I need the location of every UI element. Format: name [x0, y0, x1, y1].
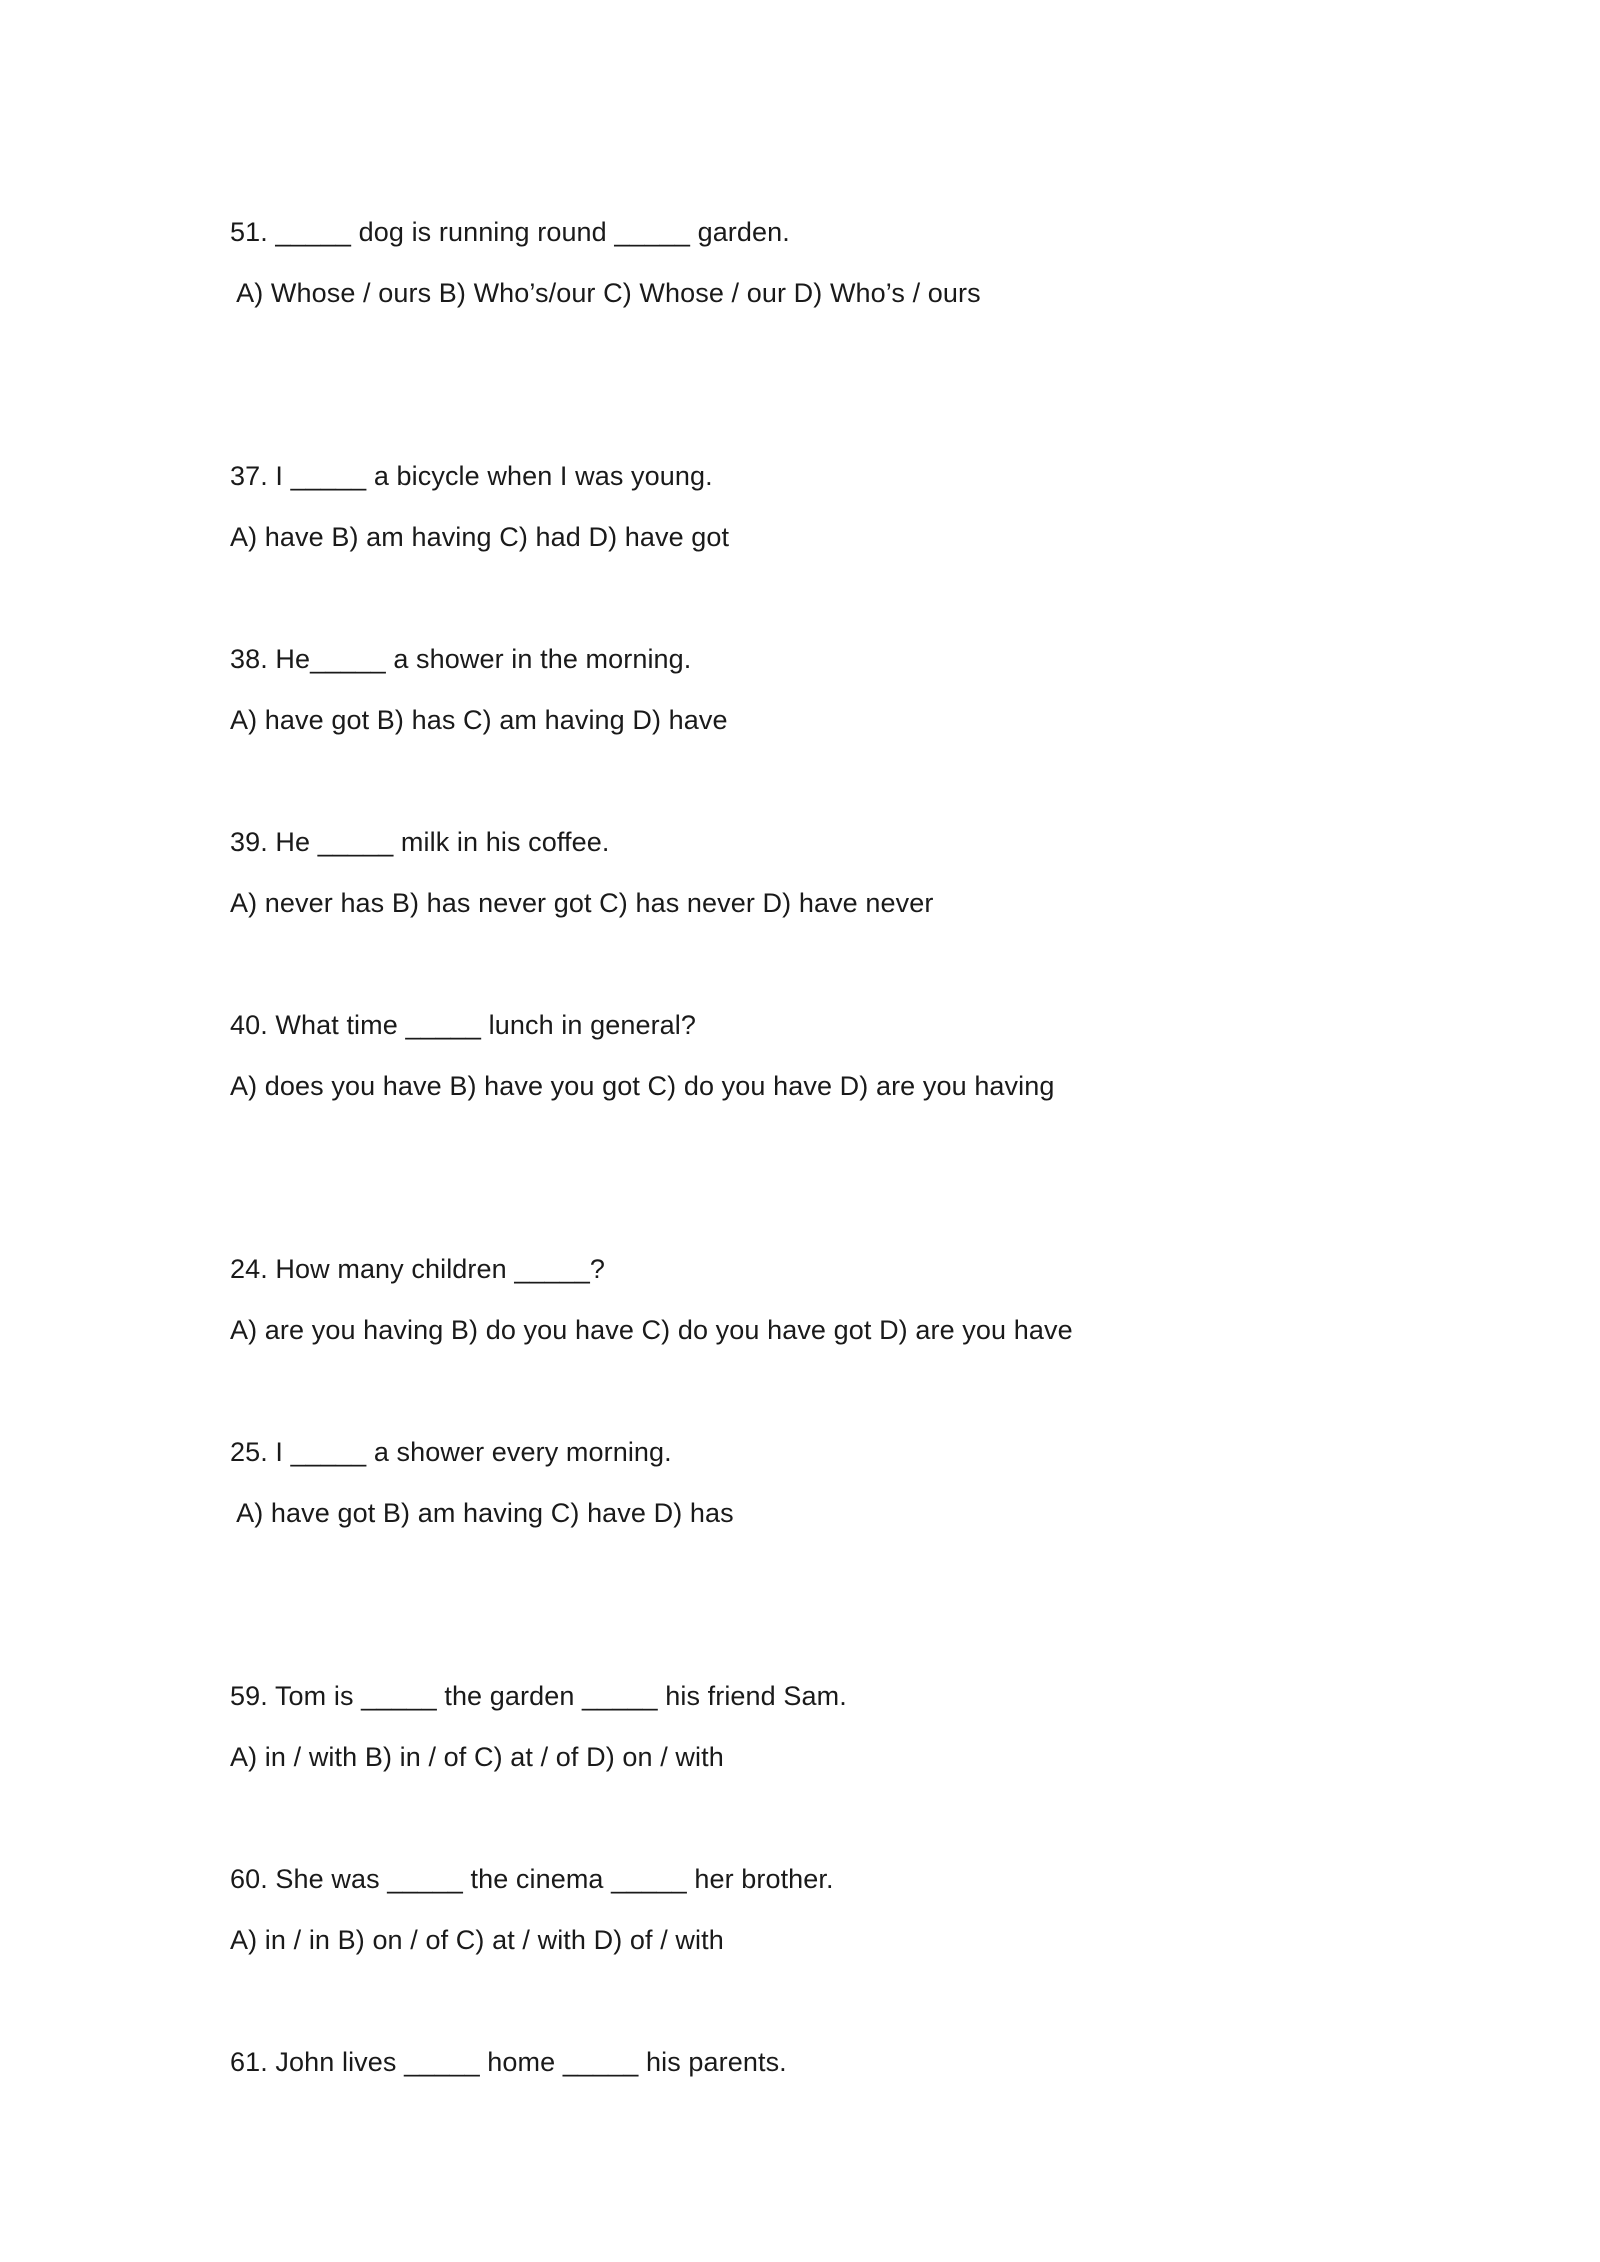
question-24-options: A) are you having B) do you have C) do you have got D) are you have	[230, 1315, 1073, 1345]
question-61-text: 61. John lives _____ home _____ his parents.	[230, 2047, 787, 2077]
question-37-text: 37. I _____ a bicycle when I was young.	[230, 461, 713, 491]
question-38-options: A) have got B) has C) am having D) have	[230, 705, 728, 735]
question-60-text: 60. She was _____ the cinema _____ her brother.	[230, 1864, 834, 1894]
question-51-text: 51. _____ dog is running round _____ garden.	[230, 217, 790, 247]
question-37-options: A) have B) am having C) had D) have got	[230, 522, 730, 552]
question-59-text: 59. Tom is _____ the garden _____ his friend Sam.	[230, 1681, 847, 1711]
question-40-text: 40. What time _____ lunch in general?	[230, 1010, 696, 1040]
question-40-options: A) does you have B) have you got C) do you have D) are you having	[230, 1071, 1055, 1101]
question-59-options: A) in / with B) in / of C) at / of D) on / with	[230, 1742, 724, 1772]
question-38-text: 38. He_____ a shower in the morning.	[230, 644, 692, 674]
question-51-options: A) Whose / ours B) Who’s/our C) Whose / our D) Who’s / ours	[230, 278, 981, 308]
question-24-text: 24. How many children _____?	[230, 1254, 606, 1284]
question-25-options: A) have got B) am having C) have D) has	[230, 1498, 734, 1528]
question-39-options: A) never has B) has never got C) has never D) have never	[230, 888, 934, 918]
question-39-text: 39. He _____ milk in his coffee.	[230, 827, 610, 857]
question-60-options: A) in / in B) on / of C) at / with D) of / with	[230, 1925, 724, 1955]
question-25-text: 25. I _____ a shower every morning.	[230, 1437, 672, 1467]
